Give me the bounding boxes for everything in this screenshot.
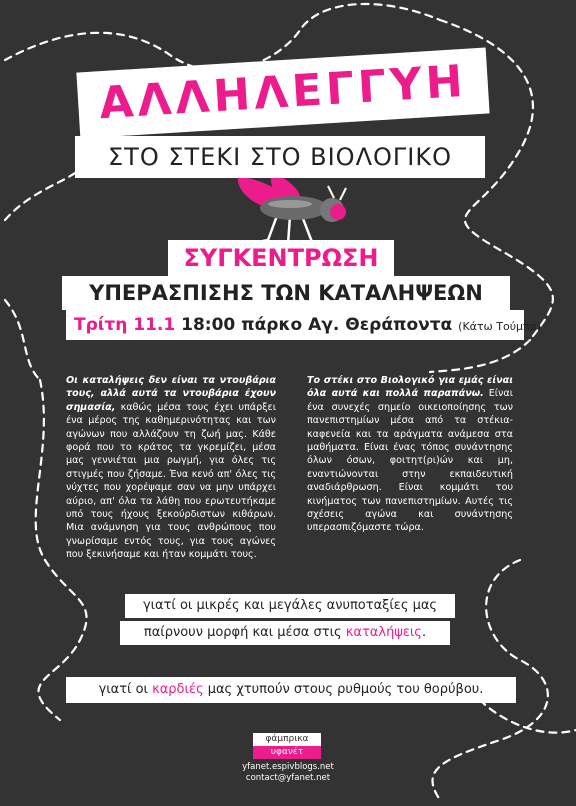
right-column-text [307,374,513,535]
website-link[interactable]: yfanet.espivblogs.net [242,762,334,772]
event-time-place: 18:00 πάρκο Αγ. Θεράποντα [175,315,459,335]
event-day: Τρίτη 11.1 [74,315,176,335]
event-datetime [66,310,542,340]
logo-top-text: φάμπρικα [253,733,321,746]
event-heading: ΣΥΓΚΕΝΤΡΩΣΗ [168,240,394,276]
left-column-body: καθώς μέσα τους έχει υπάρξει ένα μέρος της καθημερινότητας και των αγώνων που αλλάζουν τη ζωή μας. Κάθε φορά που το κράτος τα γκρεμίζει, μέσα μας γεννιέται μια ρωγμή, για όλες τις στιγμές που ζήσαμε. Ένα κενό απ' όλες τις νύχτες που χορέψαμε σαν να μην υπάρχει αύριο, απ' όλα τα λάθη που ερωτευτήκαμε υπό τους ήχους ξεκούρδιστων κιθάρων. Μια ανάμνηση για τους ανθρώπους που γνωρίσαμε εντός τους, για τους αγώνες που ξεκινήσαμε και ήταν κομμάτι τους. [66,401,276,561]
left-column-lead: Οι καταλήψεις δεν είναι τα ντουβάρια τους, αλλά αυτά τα ντουβάρια έχουν σημασία, [66,375,276,413]
slogan-2-text: παίρνουν μορφή και μέσα στις [143,625,346,640]
event-purpose: ΥΠΕΡΑΣΠΙΣΗΣ ΤΩΝ ΚΑΤΑΛΗΨΕΩΝ [62,276,510,310]
left-column-text [66,374,276,562]
email-link[interactable]: contact@yfanet.net [245,773,331,783]
fly-icon [228,168,360,246]
slogan-3-text: γιατί οι [98,682,153,697]
slogan-3-highlight: καρδιές [152,682,204,697]
right-column-body: Είναι ένα συνεχές σημείο οικειοποίησης των πανεπιστημίων μέσα από τα στέκια-καφενεία και τα αράγματα ανάμεσα στα μαθήματα. Είναι ένας τόπος συνάντησης όλων όσων, φοιτητ(ρι)ών και μη, εναντιώνονται στην εκπαιδευτική αναδιάρθρωση. Είναι κομμάτι του κινήματος των πανεπιστημίων. Αυτές τις σχέσεις αγώνα και συνάντησης υπερασπιζόμαστε τώρα. [307,388,513,534]
logo-bottom-text: υφανέτ [253,746,321,759]
slogan-line-2 [120,621,450,645]
right-column-lead: Το στέκι στο Βιολογικό για εμάς είναι όλα αυτά και πολλά παραπάνω. [307,375,513,400]
slogan-line-1: γιατί οι μικρές και μεγάλες ανυποταξίες μας [125,594,455,618]
slogan-3-end: μας χτυπούν στους ρυθμούς του θορύβου. [203,682,484,697]
slogan-2-end: . [421,625,427,640]
subtitle: ΣΤΟ ΣΤΕΚΙ ΣΤΟ ΒΙΟΛΟΓΙΚΟ [75,136,485,178]
slogan-line-3 [66,677,516,703]
event-note: (Κάτω Τούμπα) [458,320,542,333]
slogan-2-highlight: καταλήψεις [345,625,422,640]
logo [253,733,321,759]
page-title: ΑΛΛΗΛΕΓΓΥΗ [76,48,489,139]
contact-info [208,762,368,784]
